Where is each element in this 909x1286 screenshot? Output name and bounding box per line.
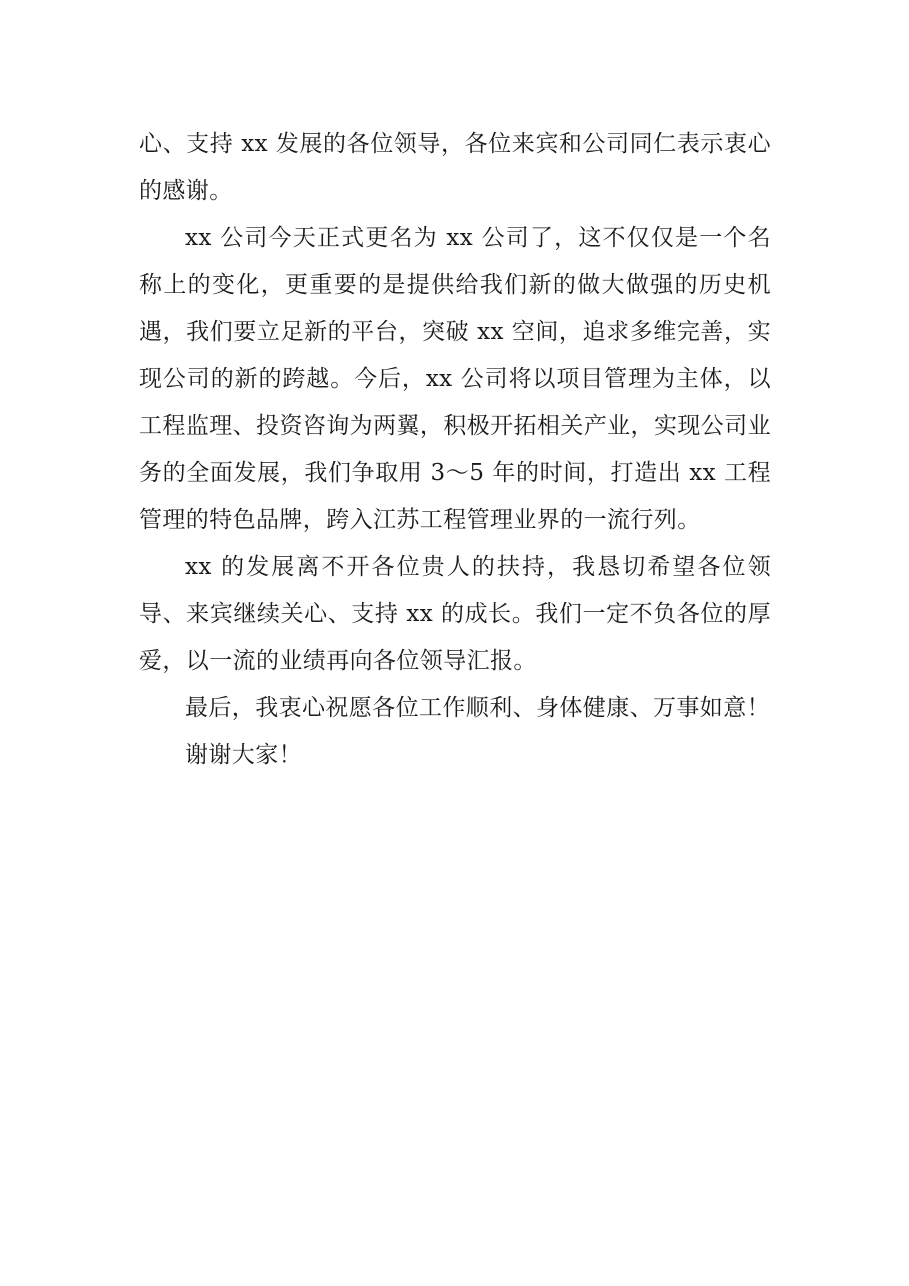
paragraph-continuation: 心、支持 xx 发展的各位领导，各位来宾和公司同仁表示衷心的感谢。 [139, 131, 771, 204]
paragraph-renaming: xx 公司今天正式更名为 xx 公司了，这不仅仅是一个名称上的变化，更重要的是提供给我们新的做大做强的历史机遇，我们要立足新的平台，突破 xx 空间，追求多维完善，实现公司的新的跨越。今后，xx 公司将以项目管理为主体，以工程监理、投资咨询为两翼，积极开拓相关产业，实现公司业务的全面发展，我们争取用 3～5 年的时间，打造出 xx 工程管理的特色品牌，跨入江苏工程管理业界的一流行列。 [139, 225, 771, 533]
document-body [139, 121, 771, 779]
paragraph-thanks: 谢谢大家！ [185, 742, 302, 768]
paragraph-support: xx 的发展离不开各位贵人的扶持，我恳切希望各位领导、来宾继续关心、支持 xx 的成长。我们一定不负各位的厚爱，以一流的业绩再向各位领导汇报。 [139, 554, 771, 674]
paragraph-wishes: 最后，我衷心祝愿各位工作顺利、身体健康、万事如意！ [185, 695, 770, 721]
